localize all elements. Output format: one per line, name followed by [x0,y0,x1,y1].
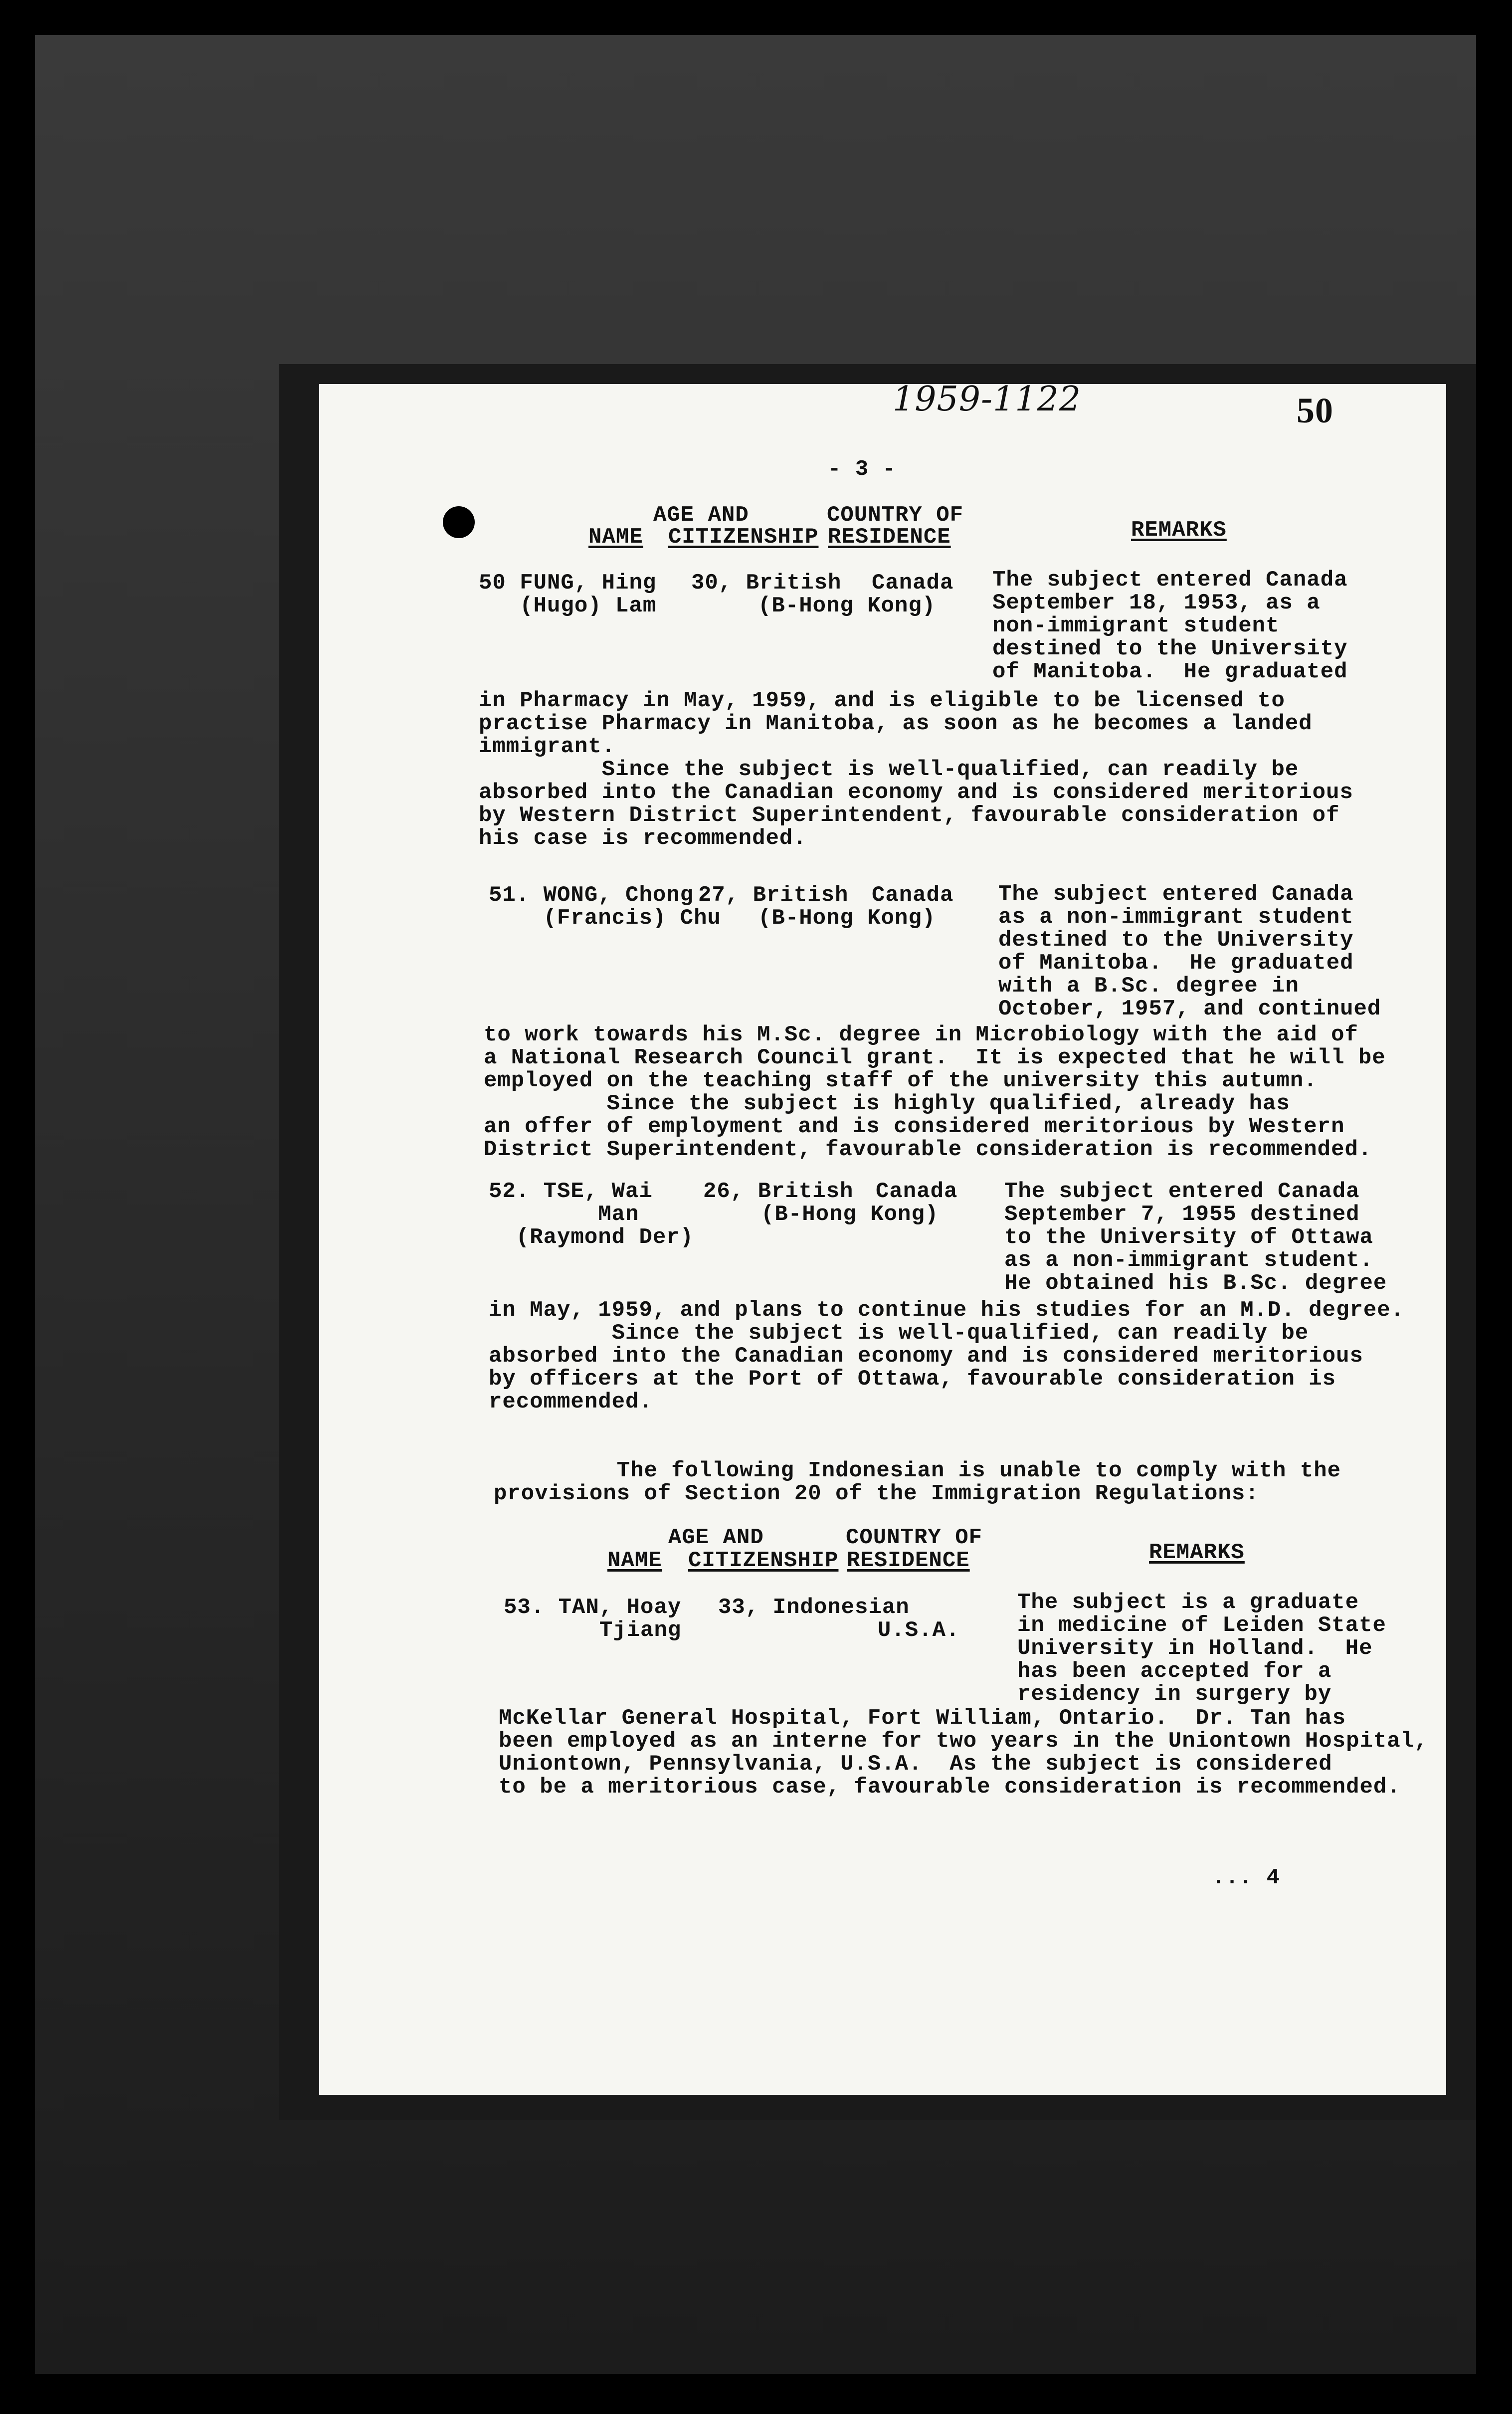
entry-country: Canada [872,883,954,908]
handwritten-reference: 1959-1122 [893,380,1082,419]
entry-age-citizenship: 26, British [703,1179,854,1204]
entry-name-line: 53. TAN, Hoay [504,1595,682,1620]
entry-name-line: (Raymond Der) [489,1225,694,1250]
header-age-line2: CITIZENSHIP [668,525,819,550]
entry-body-line: a National Research Council grant. It is expected that he will be [484,1045,1386,1070]
entry-remarks: of Manitoba. He graduated [998,951,1354,976]
punch-hole [443,506,475,538]
header-age-line2: CITIZENSHIP [688,1548,839,1573]
header-remarks: REMARKS [1131,518,1227,543]
entry-body-line: in Pharmacy in May, 1959, and is eligible to be licensed to [479,688,1285,713]
entry-country: (B-Hong Kong) [758,906,936,931]
entry-remarks: The subject entered Canada [992,568,1348,593]
entry-name-line: 52. TSE, Wai [489,1179,653,1204]
entry-country: (B-Hong Kong) [761,1202,939,1227]
entry-remarks: with a B.Sc. degree in [998,974,1299,999]
entry-body-line: in May, 1959, and plans to continue his studies for an M.D. degree. [489,1298,1405,1323]
entry-body-line: to be a meritorious case, favourable consideration is recommended. [499,1775,1401,1800]
entry-body-line: McKellar General Hospital, Fort William, Ontario. Dr. Tan has [499,1706,1346,1731]
entry-remarks: He obtained his B.Sc. degree [1004,1271,1387,1296]
entry-body-line: absorbed into the Canadian economy and is considered meritorious [489,1344,1363,1369]
entry-country: U.S.A. [878,1618,960,1643]
entry-remarks: to the University of Ottawa [1004,1225,1373,1250]
entry-body-line: Since the subject is well-qualified, can readily be [489,1321,1309,1346]
entry-remarks: as a non-immigrant student [998,905,1354,930]
entry-remarks: The subject entered Canada [998,882,1354,907]
header-country-line1: COUNTRY OF [846,1525,983,1550]
entry-remarks: September 7, 1955 destined [1004,1202,1360,1227]
intro-line: provisions of Section 20 of the Immigration Regulations: [494,1481,1259,1506]
continuation-marker: ... 4 [1212,1865,1281,1890]
header-name: NAME [607,1548,662,1573]
header-age-line1: AGE AND [653,503,749,528]
page-number: - 3 - [828,457,897,482]
entry-name-line: Man [489,1202,639,1227]
entry-country: (B-Hong Kong) [758,594,936,618]
entry-remarks: has been accepted for a [1017,1659,1332,1684]
entry-body-line: employed on the teaching staff of the university this autumn. [484,1068,1318,1093]
entry-remarks: October, 1957, and continued [998,997,1381,1021]
entry-body-line: Since the subject is highly qualified, already has [484,1091,1290,1116]
entry-body-line: immigrant. [479,734,616,759]
entry-country: Canada [876,1179,958,1204]
entry-age-citizenship: 30, British [691,571,842,596]
folio-number: 50 [1297,391,1333,430]
entry-remarks: as a non-immigrant student. [1004,1248,1373,1273]
entry-body-line: been employed as an interne for two years in the Uniontown Hospital, [499,1729,1428,1754]
entry-name-line: (Hugo) Lam [479,594,657,618]
entry-name-line: (Francis) Chu [489,906,721,931]
entry-body-line: by Western District Superintendent, favourable consideration of [479,803,1340,828]
entry-remarks: residency in surgery by [1017,1682,1332,1707]
entry-body-line: an offer of employment and is considered meritorious by Western [484,1114,1345,1139]
header-country-line2: RESIDENCE [828,525,951,550]
document-page [319,380,1446,2095]
entry-remarks: The subject is a graduate [1017,1590,1359,1615]
header-country-line1: COUNTRY OF [827,503,964,528]
entry-remarks: destined to the University [998,928,1354,953]
entry-body-line: Since the subject is well-qualified, can readily be [479,757,1299,782]
entry-name-line: Tjiang [504,1618,682,1643]
entry-remarks: of Manitoba. He graduated [992,659,1348,684]
entry-remarks: in medicine of Leiden State [1017,1613,1386,1638]
entry-age-citizenship: 33, Indonesian [718,1595,910,1620]
header-country-line2: RESIDENCE [847,1548,970,1573]
entry-name-line: 50 FUNG, Hing [479,571,657,596]
entry-body-line: absorbed into the Canadian economy and is considered meritorious [479,780,1353,805]
header-remarks: REMARKS [1149,1540,1245,1565]
entry-body-line: to work towards his M.Sc. degree in Microbiology with the aid of [484,1022,1358,1047]
entry-remarks: non-immigrant student [992,613,1280,638]
entry-body-line: by officers at the Port of Ottawa, favourable consideration is [489,1367,1336,1392]
entry-body-line: recommended. [489,1390,653,1414]
intro-line: The following Indonesian is unable to comply with the [494,1458,1341,1483]
entry-remarks: destined to the University [992,636,1348,661]
entry-country: Canada [872,571,954,596]
entry-body-line: his case is recommended. [479,826,807,851]
entry-remarks: September 18, 1953, as a [992,591,1321,615]
entry-remarks: University in Holland. He [1017,1636,1373,1661]
entry-remarks: The subject entered Canada [1004,1179,1360,1204]
entry-age-citizenship: 27, British [698,883,849,908]
header-name: NAME [588,525,643,550]
entry-name-line: 51. WONG, Chong [489,883,694,908]
entry-body-line: District Superintendent, favourable consideration is recommended. [484,1137,1372,1162]
header-age-line1: AGE AND [668,1525,764,1550]
entry-body-line: practise Pharmacy in Manitoba, as soon as he becomes a landed [479,711,1313,736]
entry-body-line: Uniontown, Pennsylvania, U.S.A. As the subject is considered [499,1752,1332,1777]
